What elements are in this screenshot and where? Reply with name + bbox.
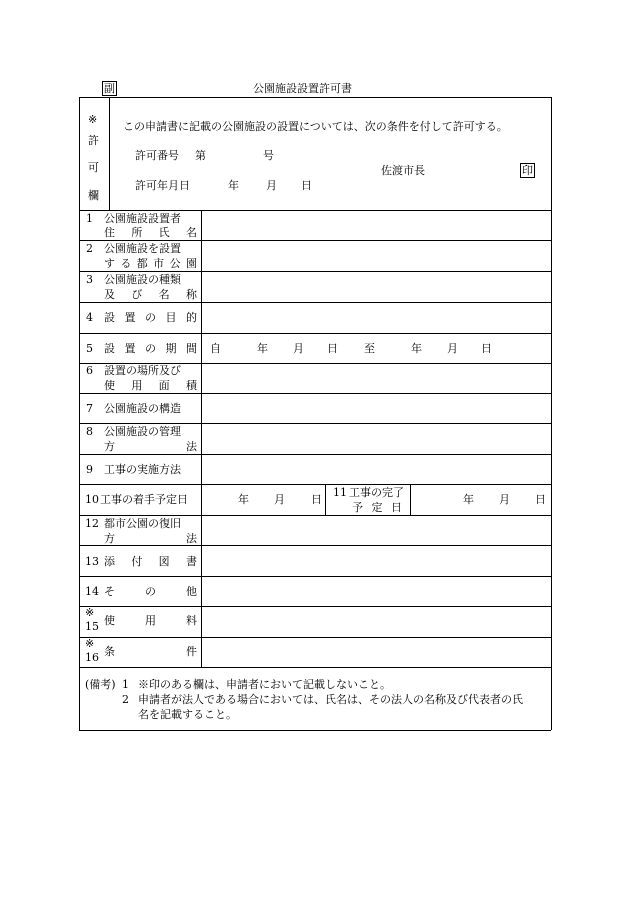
note-text: ※印のある欄は、申請者において記載しないこと。	[138, 678, 391, 691]
permit-statement: この申請書に記載の公園施設の設置については、次の条件を付して許可する。	[123, 120, 508, 133]
row-number: 1	[86, 212, 93, 225]
row-label: 都市公園の復旧	[104, 517, 181, 530]
row-number: 12	[85, 517, 99, 530]
notes-heading: (備考)	[85, 678, 116, 691]
row-number: 11	[333, 486, 347, 499]
period-from-month: 月	[293, 342, 304, 355]
permit-date-day: 日	[301, 179, 312, 192]
period-to: 至	[364, 342, 375, 355]
permit-number-label: 許可番号	[135, 149, 179, 162]
end-year: 年	[463, 493, 474, 506]
kome-mark: ※	[85, 637, 95, 650]
row-label: 工事の着手予定日	[100, 493, 188, 506]
row-label: 公園施設の種類	[104, 273, 181, 286]
row-label: 工事の完了	[349, 486, 404, 499]
period-from: 自	[210, 342, 221, 355]
end-month: 月	[499, 493, 510, 506]
permit-date-label: 許可年月日	[135, 179, 190, 192]
row-label-distributed: す る 都 市 公 園	[104, 257, 197, 270]
row-label-distributed: 使 用 面 積	[104, 379, 197, 392]
row-label: 法	[186, 440, 197, 453]
row-number: 13	[85, 555, 99, 568]
note-number: 1	[122, 678, 129, 691]
permit-label-char: 可	[88, 161, 99, 174]
row-label-distributed: 設 置 の 目 的	[104, 311, 197, 324]
row-number: 9	[86, 463, 93, 476]
start-month: 月	[274, 493, 285, 506]
row-label: 工事の実施方法	[104, 463, 181, 476]
permit-number-go: 号	[263, 149, 274, 162]
document-title: 公園施設設置許可書	[253, 82, 352, 95]
row-label-distributed: 予 定 日	[352, 501, 402, 514]
permit-date-month: 月	[266, 179, 277, 192]
row-label: 方	[104, 532, 115, 545]
row-number: 14	[85, 585, 99, 598]
row-label: 方	[104, 440, 115, 453]
permit-label-char: 欄	[88, 189, 99, 202]
row-number: 15	[85, 620, 99, 633]
period-to-day: 日	[481, 342, 492, 355]
period-to-year: 年	[411, 342, 422, 355]
row-label-distributed: 設 置 の 期 間	[104, 342, 197, 355]
row-number: 6	[86, 364, 93, 377]
row-label-distributed: 住 所 氏 名	[104, 226, 197, 239]
start-day: 日	[311, 493, 322, 506]
row-number: 16	[85, 651, 99, 664]
period-to-month: 月	[447, 342, 458, 355]
kome-mark: ※	[85, 606, 95, 619]
row-number: 3	[86, 273, 93, 286]
row-label: 設置の場所及び	[104, 364, 181, 377]
row-number: 7	[86, 402, 93, 415]
row-label: 公園施設の管理	[104, 425, 181, 438]
note-number: 2	[122, 693, 129, 706]
row-label-distributed: 及 び 名 称	[104, 288, 197, 301]
seal-mark: 印	[522, 164, 533, 177]
copy-mark: 副	[104, 82, 115, 95]
row-number: 10	[85, 493, 99, 506]
note-text: 名を記載すること。	[138, 708, 237, 721]
mayor-title: 佐渡市長	[381, 164, 425, 177]
period-from-day: 日	[327, 342, 338, 355]
row-number: 2	[86, 242, 93, 255]
period-from-year: 年	[257, 342, 268, 355]
row-label-distributed: そ の 他	[104, 585, 197, 598]
note-text: 申請者が法人である場合においては、氏名は、その法人の名称及び代表者の氏	[138, 693, 523, 706]
kome-mark: ※	[88, 113, 98, 126]
row-label-distributed: 添 付 図 書	[104, 555, 197, 568]
row-number: 4	[86, 311, 93, 324]
row-number: 8	[86, 425, 93, 438]
row-label-distributed: 使 用 料	[104, 614, 197, 627]
permit-number-dai: 第	[195, 149, 206, 162]
end-day: 日	[535, 493, 546, 506]
row-label-distributed: 条 件	[104, 645, 197, 658]
permit-label-char: 許	[88, 134, 99, 147]
row-label: 法	[186, 532, 197, 545]
row-number: 5	[86, 342, 93, 355]
start-year: 年	[238, 493, 249, 506]
row-label: 公園施設設置者	[104, 212, 181, 225]
row-label: 公園施設を設置	[104, 242, 181, 255]
row-label: 公園施設の構造	[104, 402, 181, 415]
permit-date-year: 年	[228, 179, 239, 192]
